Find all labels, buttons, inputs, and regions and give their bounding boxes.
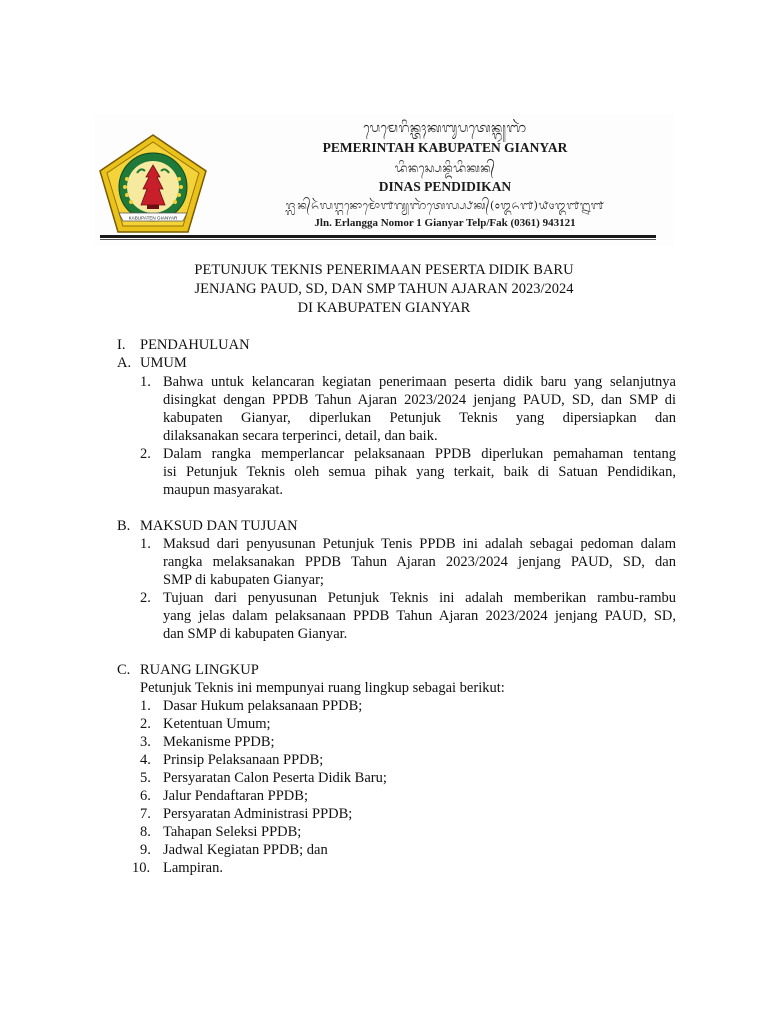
section-c-intro: Petunjuk Teknis ini mempunyai ruang lingkup sebagai berikut:	[140, 680, 505, 696]
section-a-heading: UMUM	[140, 355, 187, 371]
document-title	[80, 261, 688, 318]
list-item: Persyaratan Calon Peserta Didik Baru;	[163, 770, 387, 786]
office-address: Jln. Erlangga Nomor 1 Gianyar Telp/Fak (0361) 943121	[314, 217, 576, 229]
list-number: 1.	[140, 698, 151, 714]
list-number: 8.	[140, 824, 151, 840]
letterhead-text-block	[215, 114, 675, 246]
section-c-letter: C.	[117, 662, 131, 678]
list-number: 5.	[140, 770, 151, 786]
section-b-heading: MAKSUD DAN TUJUAN	[140, 518, 298, 534]
paragraph-line: disingkat dengan PPDB Tahun Ajaran 2023/2024 jenjang PAUD, SD, dan SMP di	[163, 392, 676, 408]
section-i-number: I.	[117, 337, 126, 353]
list-number: 10.	[132, 860, 151, 876]
paragraph-line: isi Petunjuk Teknis oleh semua pihak yang terkait, baik di Satuan Pendidikan,	[163, 464, 676, 480]
title-line-3: DI KABUPATEN GIANYAR	[297, 300, 471, 316]
letterhead-rule-thick	[100, 235, 656, 238]
list-item: Dasar Hukum pelaksanaan PPDB;	[163, 698, 363, 714]
title-line-2: JENJANG PAUD, SD, DAN SMP TAHUN AJARAN 2023/2024	[194, 281, 574, 297]
paragraph-line: Maksud dari penyusunan Petunjuk Tenis PPDB ini adalah sebagai pedoman dalam	[163, 536, 676, 552]
paragraph-line: maupun masyarakat.	[163, 482, 283, 498]
list-item: Jalur Pendaftaran PPDB;	[163, 788, 308, 804]
list-number: 4.	[140, 752, 151, 768]
list-number: 6.	[140, 788, 151, 804]
list-number: 2.	[140, 446, 151, 462]
list-number: 3.	[140, 734, 151, 750]
paragraph-line: Dalam rangka memperlancar pelaksanaan PPDB diperlukan pemahaman tentang	[163, 446, 676, 462]
letterhead-rule-thin	[100, 239, 656, 240]
paragraph-line: yang jelas dalam pelaksanaan PPDB Tahun Ajaran 2023/2024 jenjang PAUD, SD,	[163, 608, 676, 624]
paragraph-line: dilaksanakan secara terperinci, detail, dan baik.	[163, 428, 438, 444]
paragraph-line: dan SMP di kabupaten Gianyar.	[163, 626, 348, 642]
logo-ribbon-text: KABUPATEN GIANYAR	[128, 215, 178, 221]
title-line-1: PETUNJUK TEKNIS PENERIMAAN PESERTA DIDIK BARU	[194, 262, 574, 278]
paragraph-line: rangka melaksanakan PPDB Tahun Ajaran 2023/2024 jenjang PAUD, SD, dan	[163, 554, 676, 570]
section-a-letter: A.	[117, 355, 132, 371]
list-number: 9.	[140, 842, 151, 858]
list-number: 1.	[140, 374, 151, 390]
section-c-heading: RUANG LINGKUP	[140, 662, 259, 678]
paragraph-line: kabupaten Gianyar, diperlukan Petunjuk Teknis yang dipersiapkan dan	[163, 410, 676, 426]
list-item: Ketentuan Umum;	[163, 716, 271, 732]
agency-name: DINAS PENDIDIKAN	[378, 179, 512, 194]
list-number: 7.	[140, 806, 151, 822]
list-item: Jadwal Kegiatan PPDB; dan	[163, 842, 328, 858]
list-number: 1.	[140, 536, 151, 552]
balinese-script-line-3: ᬚ᭄ᬮᬦ᭄ᬏᬃᬮᬗ᭄ᬕᬦᭀᬫᭀᬃ᭑ᬕ᭄ᬬᬜᬃᬢᬾᬮ᭄ᬧ᭄ᬨᬓ᭄(᭐᭓᭖᭑)᭙᭔᭓᭑᭒᭑	[285, 199, 605, 212]
list-number: 2.	[140, 590, 151, 606]
government-name: PEMERINTAH KABUPATEN GIANYAR	[322, 140, 568, 155]
list-number: 2.	[140, 716, 151, 732]
list-item: Lampiran.	[163, 860, 223, 876]
gianyar-regency-emblem	[97, 133, 209, 235]
list-item: Prinsip Pelaksanaan PPDB;	[163, 752, 324, 768]
letterhead	[95, 114, 675, 246]
section-b-letter: B.	[117, 518, 131, 534]
paragraph-line: Bahwa untuk kelancaran kegiatan penerimaan peserta didik baru yang selanjutnya	[163, 374, 676, 390]
balinese-script-line-1: ᬧᬾᬫᬾᬭᬶᬦ᭄ᬢᬄᬓᬩᬸᬧᬢᬾᬦ᭄ᬕ᭄ᬬᬜᬃ	[363, 121, 527, 136]
list-item: Mekanisme PPDB;	[163, 734, 275, 750]
balinese-script-line-2: ᬤᬶᬦᬲ᭄ᬧᬾᬦ᭄ᬤᬶᬤᬶᬓᬦ᭄	[394, 161, 496, 175]
paragraph-line: SMP di kabupaten Gianyar;	[163, 572, 324, 588]
list-item: Tahapan Seleksi PPDB;	[163, 824, 302, 840]
section-i-heading: PENDAHULUAN	[140, 337, 250, 353]
paragraph-line: Tujuan dari penyusunan Petunjuk Teknis ini adalah memberikan rambu-rambu	[163, 590, 676, 606]
list-item: Persyaratan Administrasi PPDB;	[163, 806, 353, 822]
